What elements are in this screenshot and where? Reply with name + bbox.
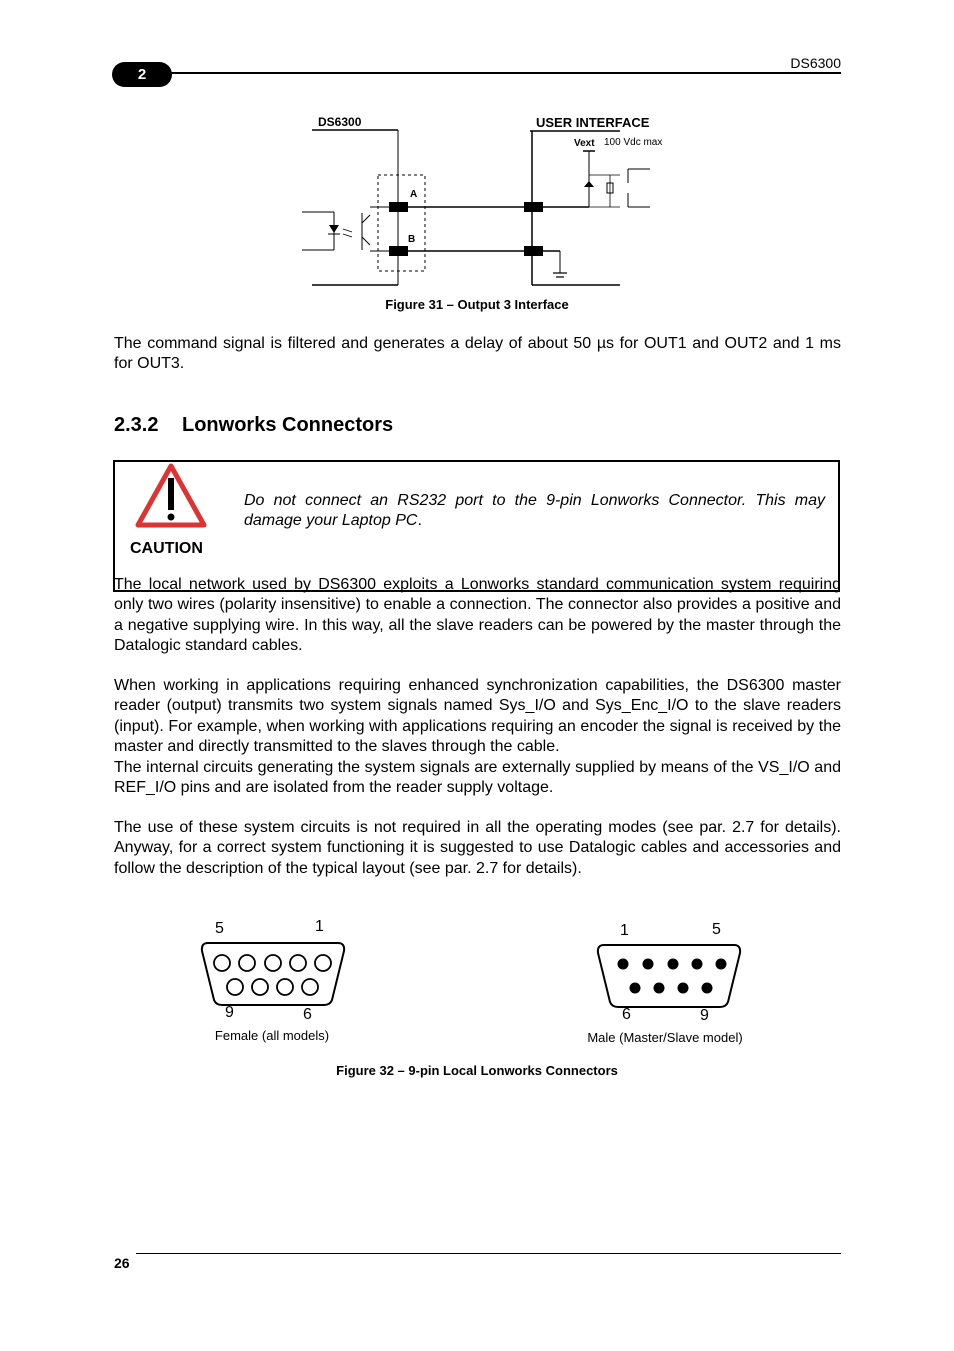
paragraph-local-network: The local network used by DS6300 exploits a Lonworks standard communication system requiring only two wires (polarity insensitive) to enable a connection. The connector also provides a positive and a negative supplying wire. In this way, all the slave readers can be powered by the master through the Datalogic standard cables. — [114, 576, 841, 655]
caution-label: CAUTION — [130, 540, 203, 557]
paragraph-internal-circuits: The internal circuits generating the system signals are externally supplied by means of the VS_I/O and REF_I/O pins and are isolated from the reader supply voltage. — [114, 759, 841, 797]
paragraph-delay: The command signal is filtered and generates a delay of about 50 µs for OUT1 and OUT2 and 1 ms for OUT3. — [114, 335, 841, 373]
page-number: 26 — [114, 1255, 130, 1271]
section-title: Lonworks Connectors — [182, 414, 394, 436]
paragraph-system-circuits: The use of these system circuits is not required in all the operating modes (see par. 2.7 for details). Anyway, for a correct system functioning it is suggested to use Datalogic cables and accessories and follow the description of the typical layout (see par. 2.7 for details). — [114, 819, 841, 877]
female-db9-connector — [198, 940, 348, 1008]
section-number: 2.3.2 — [114, 414, 159, 436]
paragraph-synchronization: When working in applications requiring enhanced synchronization capabilities, the DS6300 master reader (output) transmits two system signals named Sys_I/O and Sys_Enc_I/O to the slave readers (input). For example, when working with applications requiring an encoder the signal is received by the master and directly transmitted to the slaves through the cable. — [114, 677, 841, 756]
warning-triangle-icon — [134, 462, 208, 530]
female-pin-6-label: 6 — [303, 1006, 312, 1023]
female-pin-5-label: 5 — [215, 920, 224, 937]
footer-rule — [136, 1253, 841, 1254]
male-pin-1-label: 1 — [620, 922, 629, 939]
terminal-b-label: B — [408, 234, 416, 245]
male-pin-9-label: 9 — [700, 1007, 709, 1024]
diagram-user-interface-label: USER INTERFACE — [536, 115, 650, 130]
caution-text-period: . — [417, 512, 422, 530]
female-pin-1-label: 1 — [315, 918, 324, 935]
male-db9-connector — [595, 942, 743, 1010]
caution-text-main: Do not connect an RS232 port to the 9-pin Lonworks Connector. This may damage your Laptop PC — [244, 492, 825, 530]
header-rule — [150, 72, 841, 74]
male-pin-5-label: 5 — [712, 921, 721, 938]
terminal-a-label: A — [410, 189, 418, 200]
male-connector-label: Male (Master/Slave model) — [587, 1030, 743, 1045]
header-product-name: DS6300 — [790, 55, 841, 71]
output-3-interface-diagram — [290, 105, 690, 290]
figure-32-caption: Figure 32 – 9-pin Local Lonworks Connectors — [336, 1063, 618, 1078]
male-pin-6-label: 6 — [622, 1006, 631, 1023]
female-pin-9-label: 9 — [225, 1004, 234, 1021]
chapter-badge: 2 — [112, 62, 172, 87]
section-heading — [114, 414, 393, 437]
diagram-vext-label: Vext — [574, 138, 595, 149]
diagram-vmax-label: 100 Vdc max — [604, 137, 663, 148]
figure-31-caption: Figure 31 – Output 3 Interface — [385, 297, 569, 312]
diagram-ds6300-label: DS6300 — [318, 115, 362, 129]
caution-text — [244, 491, 825, 532]
female-connector-label: Female (all models) — [214, 1028, 330, 1043]
